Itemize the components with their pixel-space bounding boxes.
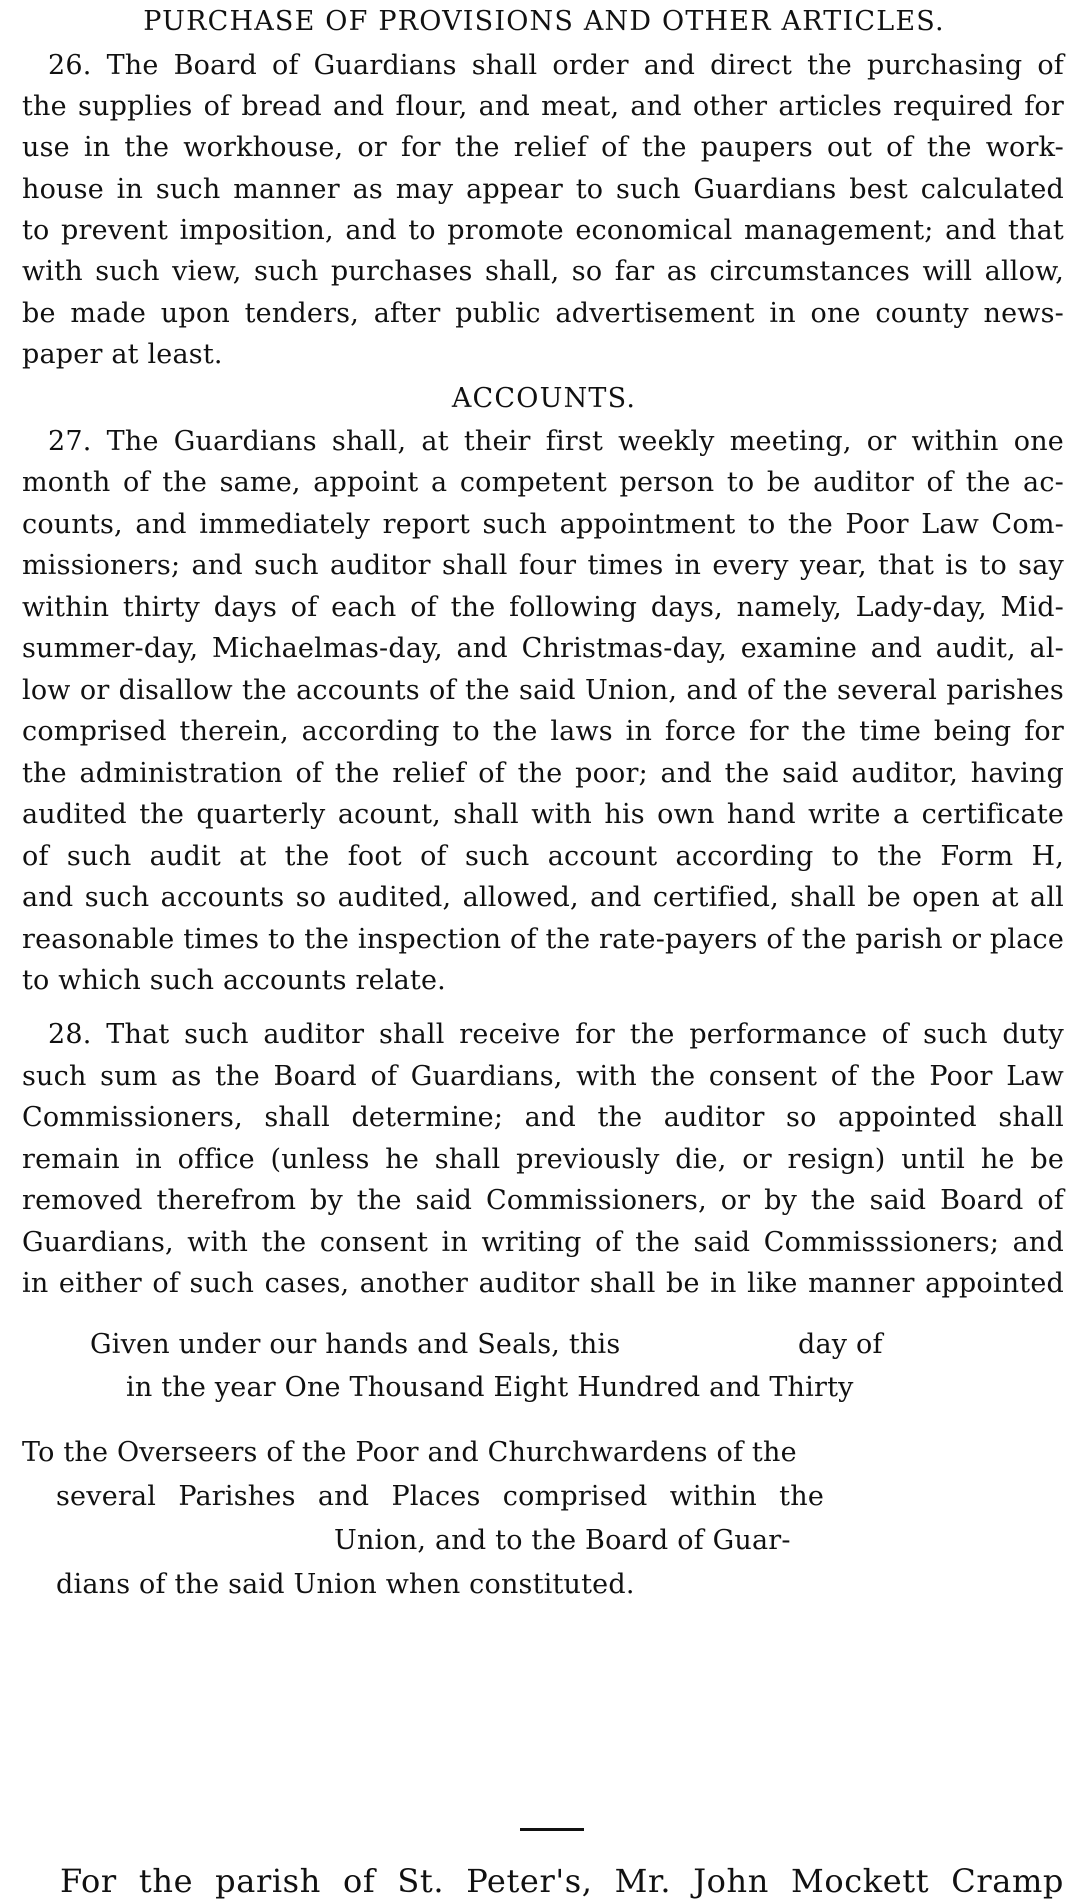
para27-line-9: the administration of the relief of the poor; and the said auditor, having — [22, 758, 1064, 789]
heading-purchase: PURCHASE OF PROVISIONS AND OTHER ARTICLES. — [143, 6, 945, 37]
para27-line-1: 27. The Guardians shall, at their first weekly meeting, or within one — [48, 426, 1064, 457]
para27-line-14: to which such accounts relate. — [22, 965, 446, 996]
para27-line-2: month of the same, appoint a competent person to be auditor of the ac- — [22, 467, 1064, 498]
divider-rule — [520, 1828, 584, 1831]
para27-line-12: and such accounts so audited, allowed, and certified, shall be open at all — [22, 882, 1064, 913]
para26-line-5: to prevent imposition, and to promote economical management; and that — [22, 215, 1064, 246]
para28-line-5: removed therefrom by the said Commissioners, or by the said Board of — [22, 1185, 1064, 1216]
address-line-2: several Parishes and Places comprised within the — [56, 1481, 824, 1512]
para26-line-2: the supplies of bread and flour, and meat, and other articles required for — [22, 91, 1064, 122]
footer-line: For the parish of St. Peter's, Mr. John Mockett Cramp — [60, 1862, 1064, 1900]
para28-line-7: in either of such cases, another auditor shall be in like manner appointed — [22, 1268, 1064, 1299]
para27-line-13: reasonable times to the inspection of the rate-payers of the parish or place — [22, 924, 1065, 955]
para27-line-7: low or disallow the accounts of the said Union, and of the several parishes — [22, 675, 1064, 706]
address-line-1: To the Overseers of the Poor and Churchwardens of the — [22, 1437, 797, 1468]
para27-line-4: missioners; and such auditor shall four times in every year, that is to say — [22, 550, 1064, 581]
heading-accounts: ACCOUNTS. — [451, 383, 637, 414]
given-line-2: in the year One Thousand Eight Hundred and Thirty — [126, 1372, 854, 1403]
address-line-4: dians of the said Union when constituted. — [56, 1569, 635, 1600]
para28-line-4: remain in office (unless he shall previously die, or resign) until he be — [22, 1144, 1064, 1175]
para27-line-6: summer-day, Michaelmas-day, and Christmas-day, examine and audit, al- — [22, 633, 1064, 664]
para27-line-5: within thirty days of each of the following days, namely, Lady-day, Mid- — [22, 592, 1064, 623]
para28-line-1: 28. That such auditor shall receive for the performance of such duty — [48, 1019, 1064, 1050]
given-line-1-end: day of — [798, 1329, 883, 1360]
para28-line-2: such sum as the Board of Guardians, with the consent of the Poor Law — [22, 1061, 1064, 1092]
para27-line-8: comprised therein, according to the laws in force for the time being for — [22, 716, 1064, 747]
para28-line-3: Commissioners, shall determine; and the auditor so appointed shall — [22, 1102, 1064, 1133]
given-line-1-start: Given under our hands and Seals, this — [90, 1329, 621, 1360]
para27-line-10: audited the quarterly acount, shall with his own hand write a certificate — [22, 799, 1064, 830]
para26-line-6: with such view, such purchases shall, so far as circumstances will allow, — [22, 256, 1064, 287]
para27-line-3: counts, and immediately report such appointment to the Poor Law Com- — [22, 509, 1064, 540]
para28-line-6: Guardians, with the consent in writing of the said Commisssioners; and — [22, 1227, 1064, 1258]
address-line-3: Union, and to the Board of Guar- — [334, 1525, 791, 1556]
para26-line-1: 26. The Board of Guardians shall order and direct the purchasing of — [48, 50, 1064, 81]
para26-line-7: be made upon tenders, after public advertisement in one county news- — [22, 298, 1064, 329]
para26-line-3: use in the workhouse, or for the relief of the paupers out of the work- — [22, 132, 1064, 163]
para26-line-4: house in such manner as may appear to such Guardians best calculated — [22, 174, 1064, 205]
para26-line-8: paper at least. — [22, 339, 223, 370]
para27-line-11: of such audit at the foot of such account according to the Form H, — [22, 841, 1064, 872]
